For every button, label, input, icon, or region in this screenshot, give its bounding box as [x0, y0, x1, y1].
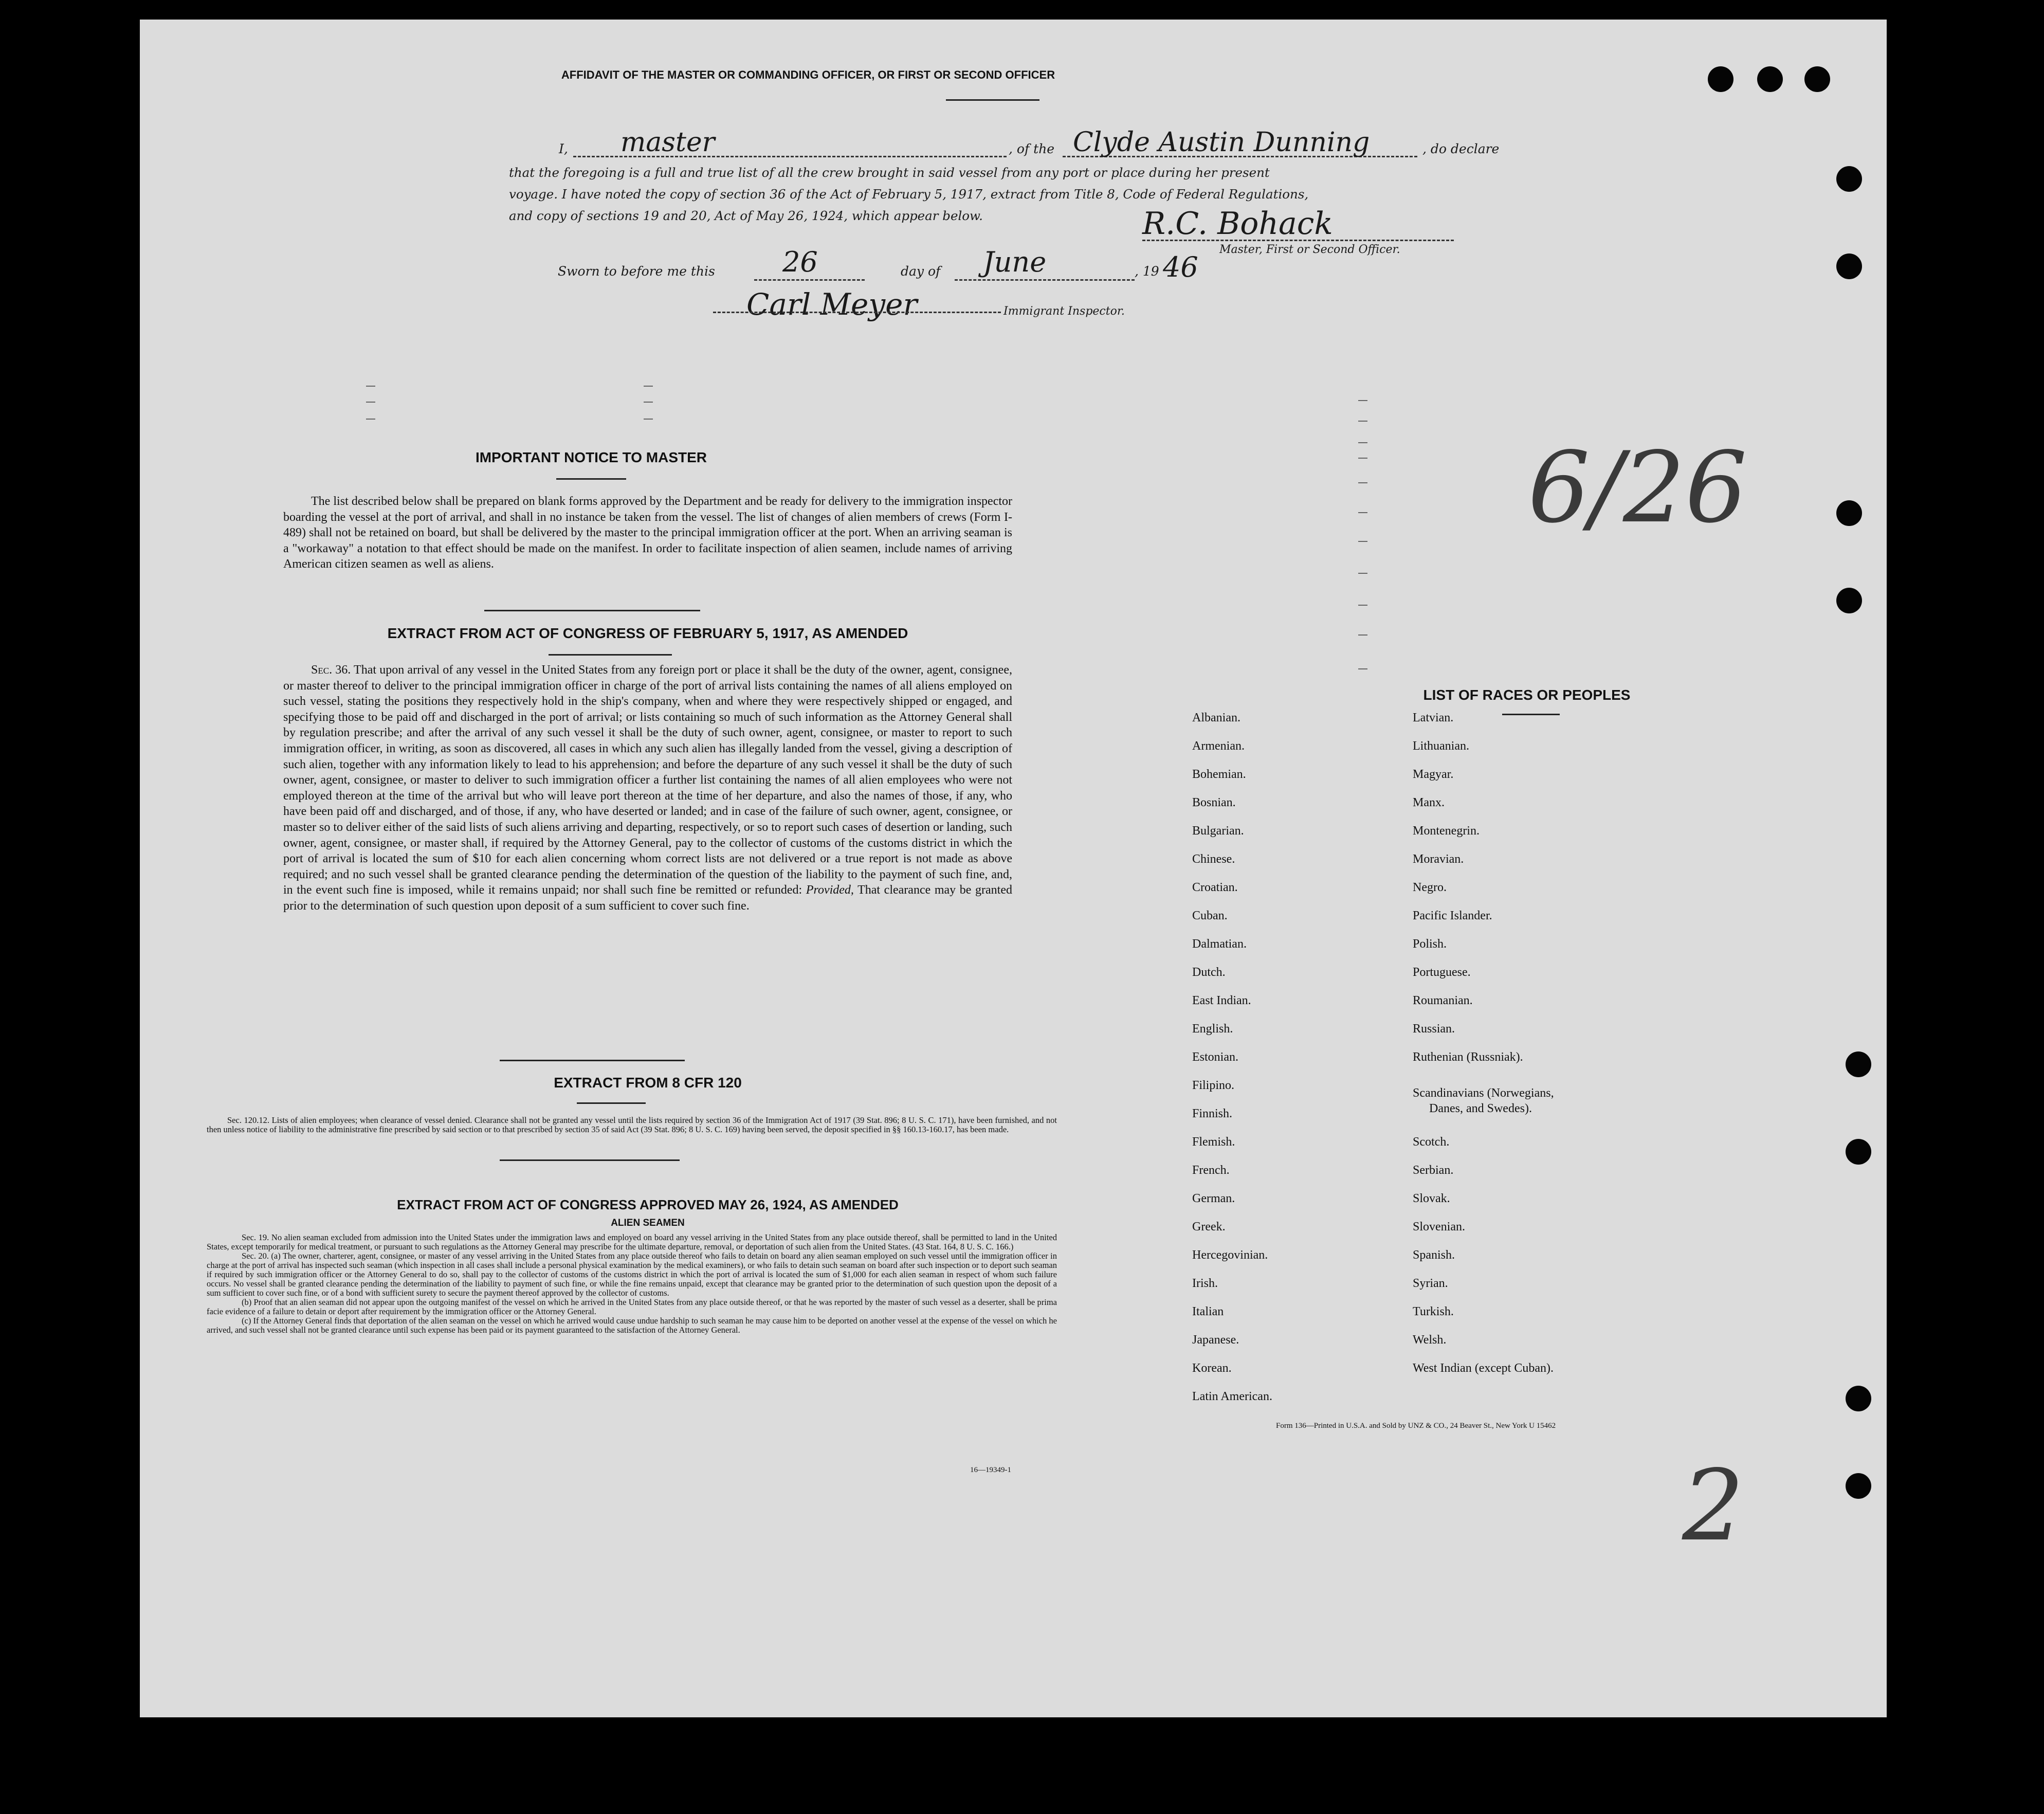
sworn-prefix: Sworn to before me this [558, 264, 715, 279]
inspector-caption: Immigrant Inspector. [1003, 305, 1125, 318]
cfr-body: Sec. 120.12. Lists of alien employees; when clearance of vessel denied. Clearance shall not be granted any vessel until the lists required by section 36 of the Immigration Act of 1917 (39 Stat. 896; 8 U. S. C. 171), have been furnished, and not then unless notice of liability to the administrative fine prescribed by said section or to that prescribed by section 35 of said Act (39 Stat. 896; 8 U. S. C. 169) having been served, the deposit specified in §§ 160.13-160.17, has been made. [207, 1115, 1057, 1134]
race-left-12: Estonian. [1192, 1050, 1238, 1064]
race-right-22: Welsh. [1413, 1333, 1447, 1347]
extract-1917-body [283, 662, 1012, 914]
tick-mark [1358, 442, 1367, 443]
race-left-21: Italian [1192, 1305, 1224, 1318]
race-left-14: Finnish. [1192, 1107, 1233, 1120]
race-left-18: Greek. [1192, 1220, 1226, 1233]
punch-hole [1846, 1473, 1871, 1499]
master-name-handwritten: master [620, 127, 715, 158]
race-right-18: Slovenian. [1413, 1220, 1465, 1233]
affidavit-line-1 [559, 127, 1623, 158]
tick-mark [366, 402, 375, 403]
race-left-16: French. [1192, 1164, 1230, 1177]
races-title: LIST OF RACES OR PEOPLES [1423, 687, 1631, 703]
race-right-9: Portuguese. [1413, 966, 1471, 979]
day-of-label: day of [901, 264, 941, 279]
sworn-year-handwritten: 46 [1163, 251, 1198, 283]
race-right-3: Manx. [1413, 796, 1445, 809]
extract-1917-title: EXTRACT FROM ACT OF CONGRESS OF FEBRUARY 5, 1917, AS AMENDED [387, 625, 908, 641]
do-declare-label: , do declare [1422, 141, 1500, 156]
race-left-2: Bohemian. [1192, 768, 1246, 781]
punch-hole [1708, 66, 1733, 92]
race-right-6: Negro. [1413, 881, 1447, 894]
cfr-end-rule [500, 1159, 680, 1161]
punch-hole [1836, 588, 1862, 613]
race-left-15: Flemish. [1192, 1135, 1235, 1149]
affidavit-line-2: that the foregoing is a full and true list of all the crew brought in said vessel from any port or place during her present [509, 165, 1270, 180]
tick-mark [1358, 421, 1367, 422]
race-left-5: Chinese. [1192, 852, 1235, 866]
cfr-title: EXTRACT FROM 8 CFR 120 [554, 1075, 742, 1091]
race-right-7: Pacific Islander. [1413, 909, 1492, 922]
race-right-10: Roumanian. [1413, 994, 1473, 1007]
race-right-13: Scandinavians (Norwegians, [1413, 1086, 1554, 1100]
race-right-21: Turkish. [1413, 1305, 1454, 1318]
provided-word: Provided, [806, 883, 854, 897]
races-rule [1502, 714, 1560, 715]
vessel-name-handwritten: Clyde Austin Dunning [1073, 127, 1370, 158]
race-left-23: Korean. [1192, 1362, 1232, 1375]
race-right-14: Danes, and Swedes). [1429, 1102, 1532, 1115]
race-left-1: Armenian. [1192, 739, 1245, 753]
sec-36-proviso: That clearance may be granted prior to the determination of such question upon deposit of a sum sufficient to cover such fine. [283, 883, 1012, 913]
extract-1924-title: EXTRACT FROM ACT OF CONGRESS APPROVED MAY 26, 1924, AS AMENDED [397, 1197, 899, 1212]
tick-mark [1358, 541, 1367, 542]
race-right-12: Ruthenian (Russniak). [1413, 1050, 1523, 1064]
notice-body: The list described below shall be prepared on blank forms approved by the Department and be ready for delivery to the immigration inspector boarding the vessel at the port of arrival, and shall in no instance be taken from the vessel. The list of changes of alien members of crews (Form I-489) shall not be retained on board, but shall be delivered by the master to the principal immigration officer at the port. When an arriving seaman is a "workaway" a notation to that effect should be made on the manifest. In order to facilitate inspection of alien seamen, include names of arriving American citizen seamen as well as aliens. [283, 495, 1012, 571]
handwritten-page-number: 2 [1682, 1449, 1744, 1563]
tick-mark [1358, 668, 1367, 669]
extract-1924-body [207, 1233, 1057, 1335]
race-right-23: West Indian (except Cuban). [1413, 1362, 1554, 1375]
print-code: 16—19349-1 [970, 1466, 1011, 1474]
notice-title: IMPORTANT NOTICE TO MASTER [475, 449, 707, 465]
race-right-11: Russian. [1413, 1022, 1455, 1036]
sworn-month-handwritten: June [983, 246, 1047, 278]
extract-1917-rule [549, 654, 672, 656]
race-left-3: Bosnian. [1192, 796, 1236, 809]
affidavit-i-label: I, [559, 141, 568, 156]
extract-1917-end-rule [500, 1060, 685, 1061]
inspector-line [713, 312, 1001, 313]
cfr-rule [577, 1102, 646, 1104]
race-left-20: Irish. [1192, 1277, 1218, 1290]
master-signature-line [1142, 240, 1454, 241]
affidavit-title: AFFIDAVIT OF THE MASTER OR COMMANDING OFFICER, OR FIRST OR SECOND OFFICER [561, 68, 1055, 81]
notice-end-rule [484, 610, 700, 611]
race-left-6: Croatian. [1192, 881, 1238, 894]
race-left-24: Latin American. [1192, 1390, 1272, 1403]
race-right-2: Magyar. [1413, 768, 1454, 781]
race-left-11: English. [1192, 1022, 1233, 1036]
handwritten-date-note: 6/26 [1528, 431, 1747, 545]
tick-mark [1358, 634, 1367, 636]
sec-20b-text: (b) Proof that an alien seaman did not appear upon the outgoing manifest of the vessel on which he arrived in the United States from any place outside thereof, or that he was reported by the master of such vessel as a deserter, shall be prima facie evidence of a failure to detain or deport after requirement by the immigration officer or the Attorney General. [207, 1297, 1057, 1316]
tick-mark [1358, 400, 1367, 401]
punch-hole [1836, 166, 1862, 192]
affidavit-line-4: and copy of sections 19 and 20, Act of May 26, 1924, which appear below. [509, 208, 983, 223]
of-the-label: , of the [1009, 141, 1055, 156]
race-left-13: Filipino. [1192, 1079, 1235, 1092]
race-right-17: Slovak. [1413, 1192, 1450, 1205]
race-left-4: Bulgarian. [1192, 824, 1244, 838]
punch-hole [1804, 66, 1830, 92]
sec-19-text: Sec. 19. No alien seaman excluded from admission into the United States under the immigration laws and employed on board any vessel arriving in the United States from any place outside thereof, shall be permitted to land in the United States, except temporarily for medical treatment, or pursuant to such regulations as the Attorney General may prescribe for the ultimate departure, removal, or deportation of such alien from the United States. (43 Stat. 164, 8 U. S. C. 166.) [207, 1232, 1057, 1251]
sec-36-label: Sec. 36. [311, 663, 351, 677]
race-left-17: German. [1192, 1192, 1235, 1205]
tick-mark [644, 386, 653, 387]
notice-rule [556, 478, 626, 480]
tick-mark [1358, 482, 1367, 483]
punch-hole [1846, 1139, 1871, 1165]
affidavit-line-3: voyage. I have noted the copy of section 36 of the Act of February 5, 1917, extract from Title 8, Code of Federal Regulations, [509, 187, 1309, 202]
punch-hole [1836, 500, 1862, 526]
tick-mark [644, 419, 653, 420]
race-left-22: Japanese. [1192, 1333, 1239, 1347]
tick-mark [366, 386, 375, 387]
race-right-8: Polish. [1413, 937, 1447, 951]
race-right-15: Scotch. [1413, 1135, 1450, 1149]
punch-hole [1757, 66, 1783, 92]
race-left-10: East Indian. [1192, 994, 1251, 1007]
race-left-8: Dalmatian. [1192, 937, 1247, 951]
race-right-16: Serbian. [1413, 1164, 1454, 1177]
master-caption: Master, First or Second Officer. [1219, 243, 1400, 256]
sworn-day-line [754, 279, 865, 281]
tick-mark [366, 419, 375, 420]
sec-20c-text: (c) If the Attorney General finds that deportation of the alien seaman on the vessel on which he arrived would cause undue hardship to such seaman he may cause him to be deported on another vessel at the expense of the vessel on which he arrived, and such vessel shall not be granted clearance until such expense has been paid or its payment guaranteed to the satisfaction of the Attorney General. [207, 1316, 1057, 1335]
race-right-5: Moravian. [1413, 852, 1464, 866]
form-footer-line: Form 136—Printed in U.S.A. and Sold by UNZ & CO., 24 Beaver St., New York U 15462 [1276, 1422, 1556, 1430]
sec-36-text: That upon arrival of any vessel in the United States from any foreign port or place it shall be the duty of the owner, agent, consignee, or master thereof to deliver to the principal immigration officer in charge of the port of arrival lists containing the names of all aliens employed on such vessel, stating the positions they respectively hold in the ship's company, when and where they were respectively shipped or engaged, and specifying those to be paid off and discharged in the port of arrival; or lists containing so much of such information as the Attorney General shall by regulation prescribe; and after the arrival of any such vessel it shall be the duty of such owner, agent, consignee, or master to report to such immigration officer, in writing, as soon as discovered, all cases in which any such alien has illegally landed from the vessel, giving a description of such alien, together with any information likely to lead to his apprehension; and before the departure of any such vessel it shall be the duty of such owner, agent, consignee, or master to deliver to such immigration officer a further list containing the names of all alien employees who were not employed thereon at the time of the arrival but who will leave port thereon at the time of her departure, and also the names of those, if any, who have been paid off and discharged, and of those, if any, who have deserted or landed; and in case of the failure of such owner, agent, consignee, or master so to deliver either of the said lists of such aliens arriving and departing, respectively, or so to report such cases of desertion or landing, such owner, agent, consignee, or master shall, if required by the Attorney General, pay to the collector of customs of the customs district in which the port of arrival is located the sum of $10 for each alien concerning whom correct lists are not delivered or a true report is not made as above required; and no such vessel shall be granted clearance pending the determination of the question of the liability to the payment of such fine, and, in the event such fine is imposed, while it remains unpaid; nor shall such fine be remitted or refunded: [283, 663, 1012, 897]
race-right-0: Latvian. [1413, 711, 1454, 724]
race-right-1: Lithuanian. [1413, 739, 1469, 753]
race-right-20: Syrian. [1413, 1277, 1448, 1290]
tick-mark [1358, 512, 1367, 513]
punch-hole [1836, 253, 1862, 279]
punch-hole [1846, 1051, 1871, 1077]
tick-mark [1358, 605, 1367, 606]
inspector-signature: Carl Meyer [746, 287, 918, 322]
sec-20a-text: Sec. 20. (a) The owner, charterer, agent, consignee, or master of any vessel arriving in the United States from any place outside thereof who fails to detain on board any alien seaman employed on such vessel until the immigration officer in charge at the port of arrival has inspected such seaman (which inspection in all cases shall include a personal physical examination by the medical examiners), or who fails to detain such seaman on board after such inspection or to deport such seaman if required by such immigration officer or the Attorney General to do so, shall pay to the collector of customs of the customs district in which the port of arrival is located the sum of $1,000 for each alien seaman in respect of whom such failure occurs. No vessel shall be granted clearance pending the determination of the liability to payment of such fine, or while the fine remains unpaid, except that clearance may be granted prior to the determination of such question upon the deposit of a sum sufficient to cover such fine, or of a bond with sufficient surety to secure the payment thereof approved by the collector of customs. [207, 1251, 1057, 1298]
alien-seamen-subtitle: ALIEN SEAMEN [611, 1218, 685, 1228]
punch-hole [1846, 1386, 1871, 1411]
tick-mark [644, 402, 653, 403]
race-right-4: Montenegrin. [1413, 824, 1480, 838]
race-left-0: Albanian. [1192, 711, 1240, 724]
document-page [140, 20, 1887, 1717]
year-prefix: , 19 [1135, 264, 1159, 279]
tick-mark [1358, 458, 1367, 459]
master-signature: R.C. Bohack [1142, 206, 1333, 242]
race-left-9: Dutch. [1192, 966, 1226, 979]
affidavit-title-rule [946, 99, 1039, 101]
race-left-7: Cuban. [1192, 909, 1228, 922]
sworn-day-handwritten: 26 [782, 246, 818, 278]
tick-mark [1358, 573, 1367, 574]
sworn-month-line [955, 279, 1135, 281]
race-left-19: Hercegovinian. [1192, 1248, 1268, 1262]
race-right-19: Spanish. [1413, 1248, 1455, 1262]
